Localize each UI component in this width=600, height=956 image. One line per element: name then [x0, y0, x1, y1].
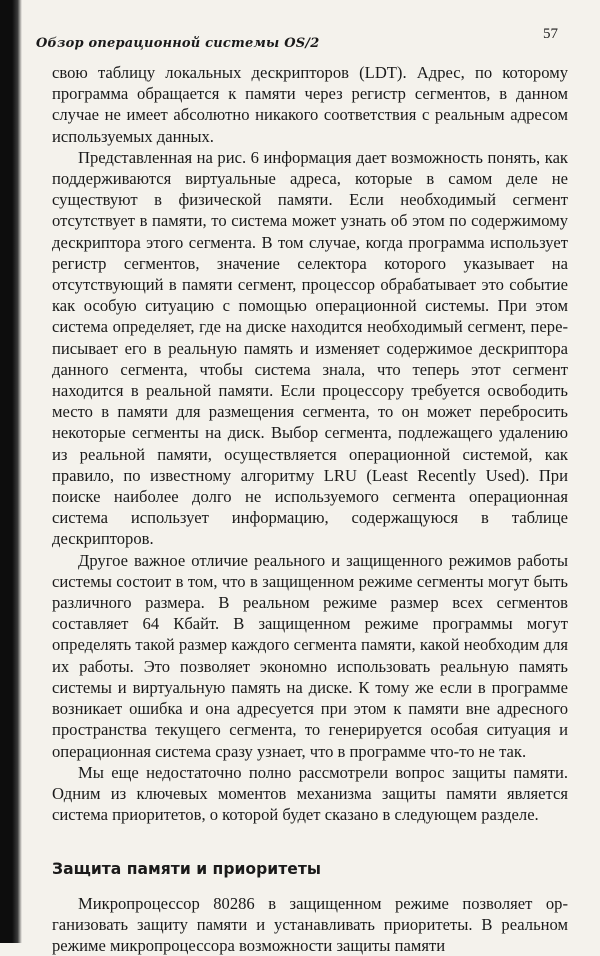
paragraph-80286-protection: Микропроцессор 80286 в защищенном режиме позволяет организовать защиту памяти и устанавливать приоритеты. В реальном режиме микропроцессора возможности защиты памяти [52, 893, 568, 955]
running-head-title: Обзор операционной системы OS/2 [36, 36, 320, 51]
page-number: 57 [543, 26, 558, 42]
paragraph-virtual-addresses: Представленная на рис. 6 информация дает возможность понять, как поддерживаются виртуальные адреса, которые в самом деле не существуют в физической памяти. Если необходимый сегмент отсутствует в памяти, то система может узнать об этом по содержимому дескриптора этого сегмента. В том случае, когда программа использует регистр сегментов, значение селектора которого указывает на отсутствующий в памяти сегмент, процессор обрабатывает это событие как особую ситуацию с помощью операционной системы. При этом система определяет, где на диске находится необходимый сегмент, переписывает его в реальную память и изменяет содержимое дескриптора данного сегмента, чтобы система знала, что теперь этот сегмент находится в реальной памяти. Если процессору требуется освободить место в памяти для размещения сегмента, то он может перебросить некоторые сегменты на диск. Выбор сегмента, подлежащего удалению из реальной памяти, осуществляется операционной системой, как правило, по известному алгоритму LRU (Least Recently Used). При поиске наиболее долго не используемого сегмента операционная система использует информацию, содержащуюся в таблице дескрипторов. [52, 147, 568, 549]
paragraph-memory-protection-intro: Мы еще недостаточно полно рассмотрели вопрос защиты памяти. Одним из ключевых моментов механизма защиты памяти является система приоритетов, о которой будет сказано в следующем разделе. [52, 762, 568, 825]
paragraph-segment-sizes: Другое важное отличие реального и защищенного режимов работы системы состоит в том, что в защищенном режиме сегменты могут быть различного размера. В реальном режиме размер всех сегментов составляет 64 Кбайт. В защищенном режиме программы могут определять такой размер каждого сегмента памяти, какой необходим для их работы. Это позволяет экономно использовать реальную память системы и виртуальную память на диске. К тому же если в программе возникает ошибка и она адресуется при этом к памяти вне адресного пространства текущего сегмента, то генерируется особая ситуация и операционная система сразу узнает, что в программе что-то не так. [52, 550, 568, 761]
page-spine-shadow [0, 0, 22, 943]
section-heading: Защита памяти и приоритеты [52, 860, 321, 879]
page-body [52, 62, 568, 956]
paragraph-ldt-continuation: свою таблицу локальных дескрипторов (LDT). Адрес, по которому программа обращается к памяти через регистр сегментов, в данном случае не имеет абсолютно никакого соответствия с реальным адресом используемых данных. [52, 63, 568, 146]
